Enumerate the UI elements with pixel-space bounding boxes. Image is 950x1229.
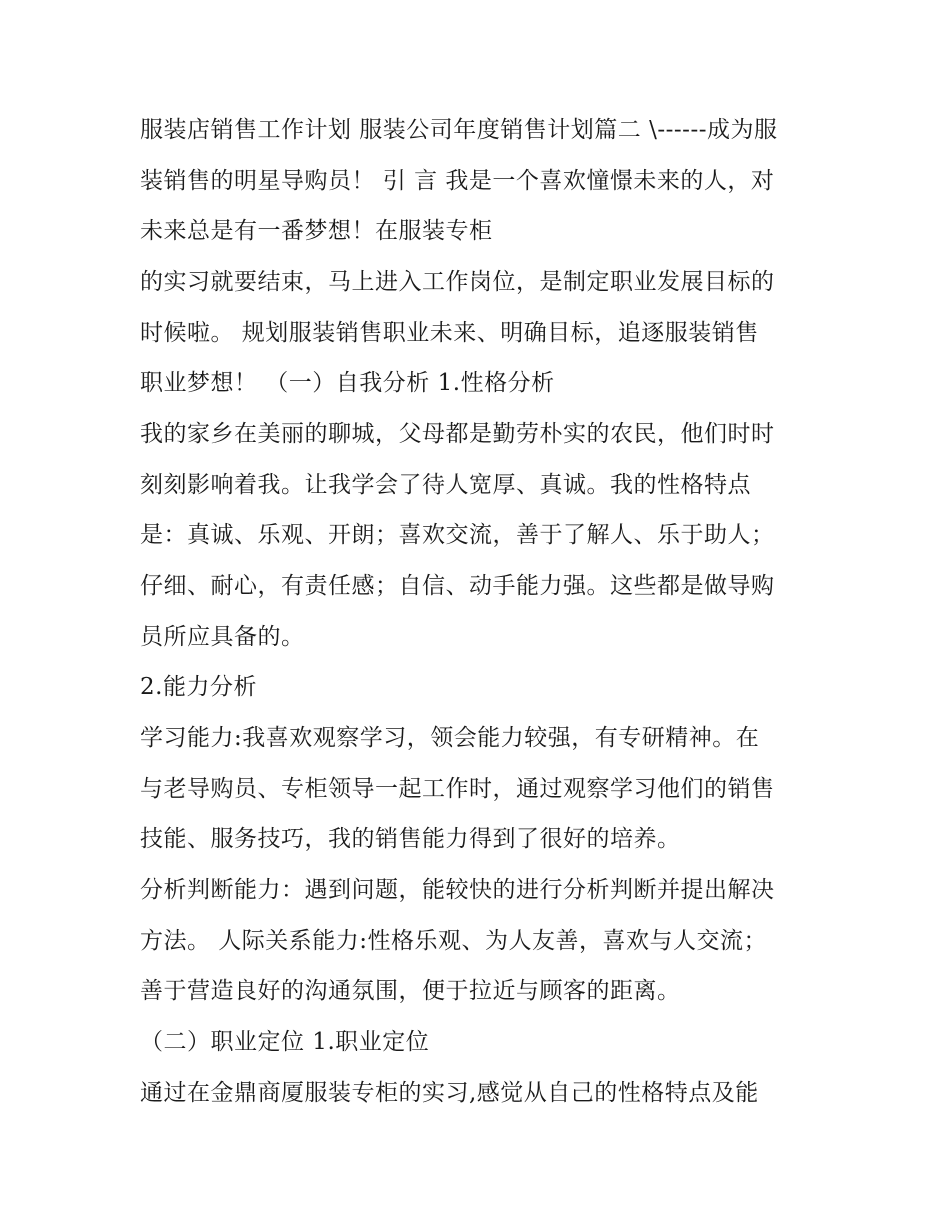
text-line: 我的家乡在美丽的聊城，父母都是勤劳朴实的农民，他们时时 [140, 421, 775, 447]
text-line: 仔细、耐心，有责任感；自信、动手能力强。这些都是做导购 [140, 573, 775, 599]
text-line: 是：真诚、乐观、开朗；喜欢交流，善于了解人、乐于助人； [140, 522, 775, 548]
section-heading: 2.能力分析 [140, 674, 257, 700]
text-line: 分析判断能力：遇到问题，能较快的进行分析判断并提出解决 [140, 877, 775, 903]
text-line: 未来总是有一番梦想！在服装专柜 [140, 218, 493, 244]
text-line: 技能、服务技巧，我的销售能力得到了很好的培养。 [140, 826, 681, 852]
text-line: 善于营造良好的沟通氛围，便于拉近与顾客的距离。 [140, 978, 681, 1004]
text-line: 服装店销售工作计划 服装公司年度销售计划篇二 \------成为服 [140, 117, 778, 143]
text-line: 员所应具备的。 [140, 624, 305, 650]
section-heading: （二）职业定位 1.职业定位 [140, 1029, 430, 1055]
text-line: 职业梦想！ （一）自我分析 1.性格分析 [140, 370, 555, 396]
text-line: 时候啦。 规划服装销售职业未来、明确目标，追逐服装销售 [140, 320, 759, 346]
text-line: 学习能力:我喜欢观察学习，领会能力较强，有专研精神。在 [140, 725, 760, 751]
text-line: 的实习就要结束，马上进入工作岗位，是制定职业发展目标的 [140, 269, 775, 295]
text-line: 装销售的明星导购员！ 引 言 我是一个喜欢憧憬未来的人，对 [140, 168, 775, 194]
text-line: 与老导购员、专柜领导一起工作时，通过观察学习他们的销售 [140, 776, 775, 802]
text-line: 刻刻影响着我。让我学会了待人宽厚、真诚。我的性格特点 [140, 472, 751, 498]
text-line: 方法。 人际关系能力:性格乐观、为人友善，喜欢与人交流； [140, 928, 768, 954]
text-line: 通过在金鼎商厦服装专柜的实习,感觉从自己的性格特点及能 [140, 1080, 759, 1106]
